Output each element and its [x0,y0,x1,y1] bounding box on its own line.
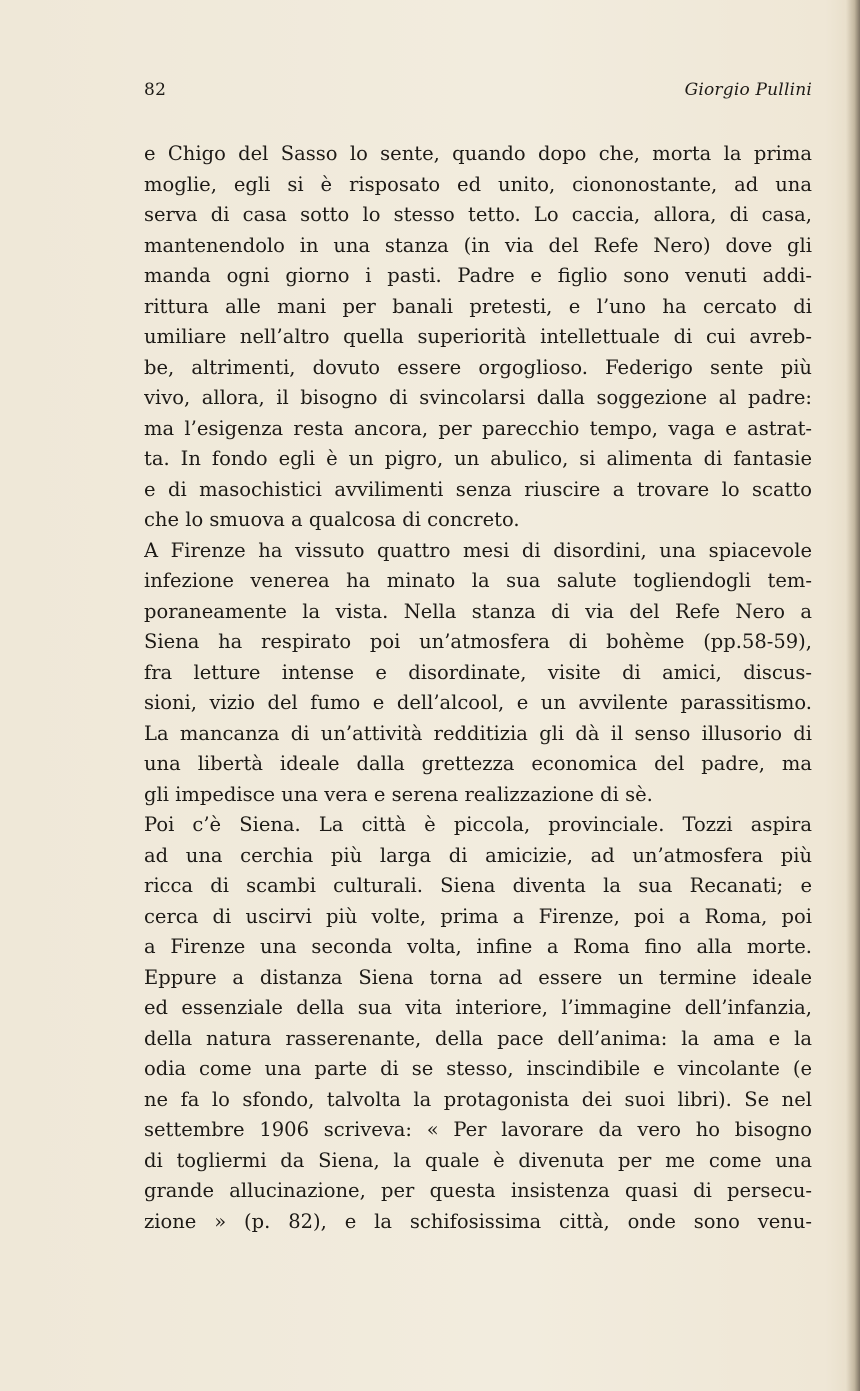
text-line: poraneamente la vista. Nella stanza di via del Refe Nero a [144,599,812,623]
text-line: zione » (p. 82), e la schifosissima città, onde sono venu- [144,1209,812,1233]
text-line: vivo, allora, il bisogno di svincolarsi dalla soggezione al padre: [144,386,812,409]
text-line: ricca di scambi culturali. Siena diventa la sua Recanati; e [144,874,812,897]
text-line: Poi c’è Siena. La città è piccola, provinciale. Tozzi aspira [144,813,812,836]
text-line: settembre 1906 scriveva: « Per lavorare da vero ho bisogno [144,1118,812,1141]
text-line: grande allucinazione, per questa insistenza quasi di persecu- [144,1179,812,1202]
text-line: manda ogni giorno i pasti. Padre e figlio sono venuti addi- [144,264,812,287]
text-line: La mancanza di un’attività redditizia gli dà il senso illusorio di [144,721,812,745]
text-line: ta. In fondo egli è un pigro, un abulico, si alimenta di fantasie [144,447,812,470]
page-header [144,80,812,106]
body-text [144,139,812,1237]
text-line: a Firenze una seconda volta, infine a Roma fino alla morte. [144,935,812,958]
text-line: infezione venerea ha minato la sua salute togliendogli tem- [144,569,812,592]
text-line: A Firenze ha vissuto quattro mesi di disordini, una spiacevole [144,538,812,562]
text-line: ne fa lo sfondo, talvolta la protagonista dei suoi libri). Se nel [144,1087,812,1111]
text-line: ma l’esigenza resta ancora, per parecchio tempo, vaga e astrat- [144,416,812,440]
text-line: fra letture intense e disordinate, visite di amici, discus- [144,660,812,684]
text-line: be, altrimenti, dovuto essere orgoglioso. Federigo sente più [144,355,812,379]
text-line: di togliermi da Siena, la quale è divenuta per me come una [144,1148,812,1172]
text-line: umiliare nell’altro quella superiorità intellettuale di cui avreb- [144,325,812,348]
text-line: odia come una parte di se stesso, inscindibile e vincolante (e [144,1057,812,1080]
text-line: e Chigo del Sasso lo sente, quando dopo che, morta la prima [144,142,812,165]
page-edge-shadow [846,0,860,1391]
text-line: Siena ha respirato poi un’atmosfera di bohème (pp.58-59), [144,630,812,653]
running-head-author: Giorgio Pullini [684,80,812,100]
text-line: rittura alle mani per banali pretesti, e l’uno ha cercato di [144,294,812,318]
text-line: della natura rasserenante, della pace dell’anima: la ama e la [144,1026,812,1050]
text-line: che lo smuova a qualcosa di concreto. [144,508,520,531]
text-line: serva di casa sotto lo stesso tetto. Lo caccia, allora, di casa, [144,203,812,226]
text-line: sioni, vizio del fumo e dell’alcool, e un avvilente parassitismo. [144,691,812,714]
text-line: ed essenziale della sua vita interiore, l’immagine dell’infanzia, [144,996,812,1019]
page-number: 82 [144,80,167,100]
text-line: cerca di uscirvi più volte, prima a Firenze, poi a Roma, poi [144,904,812,928]
text-line: gli impedisce una vera e serena realizzazione di sè. [144,782,653,806]
text-line: una libertà ideale dalla grettezza economica del padre, ma [144,752,812,775]
text-line: mantenendolo in una stanza (in via del Refe Nero) dove gli [144,233,812,257]
text-line: ad una cerchia più larga di amicizie, ad un’atmosfera più [144,843,812,867]
text-line: Eppure a distanza Siena torna ad essere un termine ideale [144,965,812,989]
text-line: e di masochistici avvilimenti senza riuscire a trovare lo scatto [144,477,812,501]
text-line: moglie, egli si è risposato ed unito, ciononostante, ad una [144,172,812,196]
